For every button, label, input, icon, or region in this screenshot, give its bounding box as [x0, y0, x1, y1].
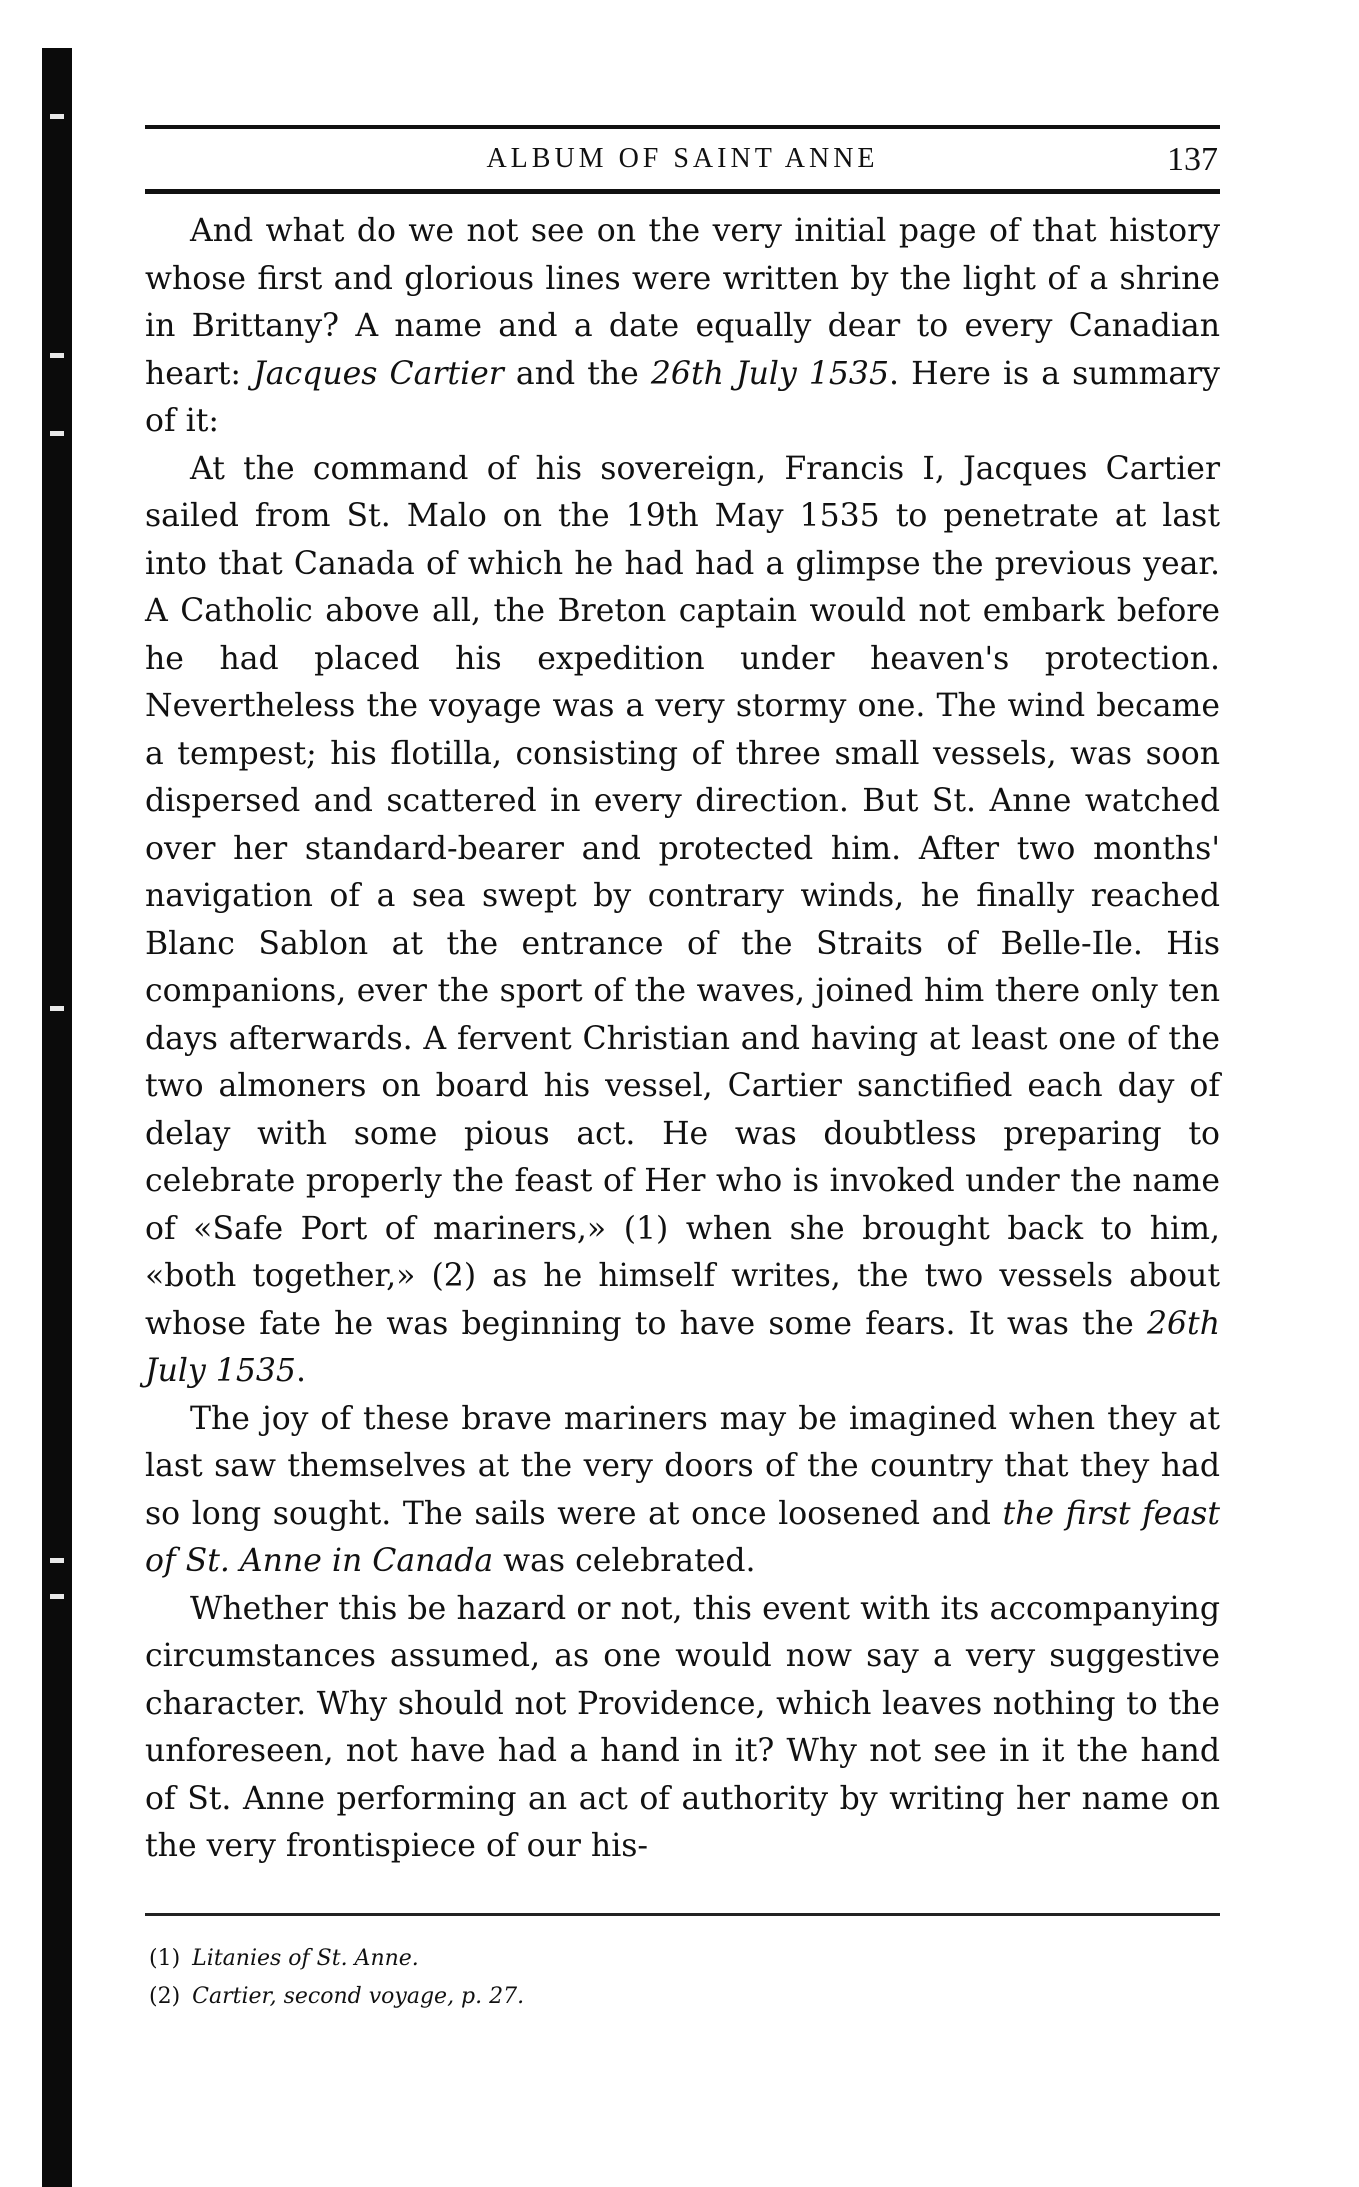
- paragraph: [145, 1396, 1220, 1586]
- text-segment: . Here is a summary of it:: [145, 355, 1220, 439]
- text-segment: was celebrated.: [493, 1543, 756, 1579]
- binding-mark: [50, 353, 64, 358]
- binding-mark: [50, 114, 64, 119]
- footnote-marker: (1): [149, 1945, 181, 1971]
- running-head: [145, 129, 1220, 189]
- italic-text: 26th July 1535: [650, 355, 890, 392]
- text-segment: .: [295, 1353, 306, 1389]
- text-segment: and the: [503, 355, 651, 392]
- binding-mark: [50, 1594, 64, 1599]
- paragraph: [145, 208, 1220, 446]
- italic-text: 26th July 1535: [145, 1305, 1220, 1389]
- paragraph: [145, 1586, 1220, 1871]
- text-segment: Whether this be hazard or not, this event with its accompanying circumstances assumed, as one would now say a very suggestive character. Why should not Providence, which leaves nothing to the unforeseen, not have had a hand in it? Why not see in it the hand of St. Anne performing an act of authority by writing her name on the very frontispiece of our his-: [145, 1590, 1220, 1864]
- binding-mark: [50, 1558, 64, 1563]
- italic-text: the first feast of St. Anne in Canada: [145, 1495, 1220, 1579]
- footnotes: [145, 1940, 1220, 2016]
- footnote: [149, 1940, 1220, 1978]
- body-text: [145, 208, 1220, 1871]
- italic-text: Jacques Cartier: [253, 355, 504, 392]
- text-segment: At the command of his sovereign, Francis I, Jacques Cartier sailed from St. Malo on the 19th May 1535 to penetrate at last into that Canada of which he had had a glimpse the previous year. A Catholic above all, the Breton captain would not embark before he had placed his expedition under heaven's protection. Nevertheless the voyage was a very stormy one. The wind became a tempest; his flotilla, consisting of three small vessels, was soon dispersed and scattered in every direction. But St. Anne watched over her standard-bearer and protected him. After two months' navigation of a sea swept by contrary winds, he finally reached Blanc Sablon at the entrance of the Straits of Belle-Ile. His companions, ever the sport of the waves, joined him there only ten days afterwards. A fervent Christian and having at least one of the two almoners on board his vessel, Cartier sanctified each day of delay with some pious act. He was doubtless preparing to celebrate properly the feast of Her who is invoked under the name of «Safe Port of mariners,» (1) when she brought back to him, «both together,» (2) as he himself writes, the two vessels about whose fate he was beginning to have some fears. It was the: [145, 450, 1220, 1342]
- text-segment: And what do we not see on the very initial page of that history whose first and glorious lines were written by the light of a shrine in Brittany? A name and a date equally dear to every Canadian heart:: [145, 213, 1220, 392]
- binding-mark: [50, 1006, 64, 1011]
- footnote-text: Litanies of St. Anne.: [192, 1945, 419, 1971]
- footnote-marker: (2): [149, 1983, 181, 2009]
- running-title: ALBUM OF SAINT ANNE: [486, 143, 879, 174]
- page-number: 137: [1167, 141, 1218, 178]
- header-bottom-rule: [145, 189, 1220, 194]
- text-segment: The joy of these brave mariners may be imagined when they at last saw themselves at the very doors of the country that they had so long sought. The sails were at once loosened and: [145, 1400, 1220, 1532]
- footnote-text: Cartier, second voyage, p. 27.: [192, 1983, 525, 2009]
- book-binding-edge: [42, 48, 72, 2187]
- footnote-rule: [145, 1913, 1220, 1916]
- footnote: [149, 1978, 1220, 2016]
- book-page: [145, 125, 1220, 2016]
- paragraph: [145, 446, 1220, 1396]
- binding-mark: [50, 431, 64, 436]
